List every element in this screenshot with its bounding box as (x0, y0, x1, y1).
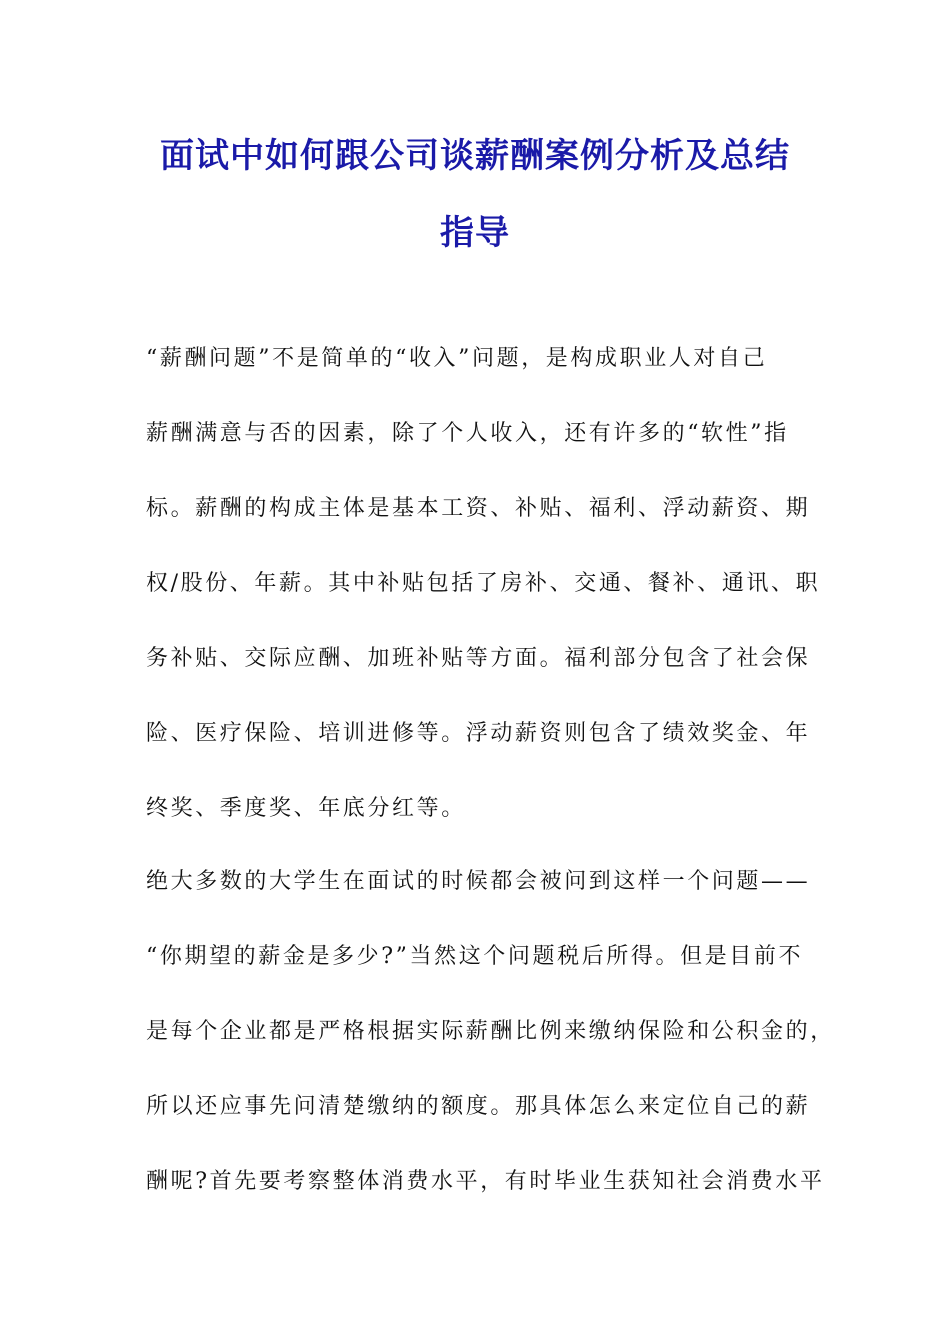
document-title-line-1: 面试中如何跟公司谈薪酬案例分析及总结 (160, 136, 790, 176)
body-line-5: 务补贴、交际应酬、加班补贴等方面。福利部分包含了社会保 (146, 646, 811, 671)
body-line-1: “薪酬问题”不是简单的“收入”问题，是构成职业人对自己 (146, 346, 768, 371)
body-line-2: 薪酬满意与否的因素，除了个人收入，还有许多的“软性”指 (146, 421, 789, 446)
body-line-10: 是每个企业都是严格根据实际薪酬比例来缴纳保险和公积金的， (146, 1019, 835, 1044)
body-line-11: 所以还应事先问清楚缴纳的额度。那具体怎么来定位自己的薪 (146, 1094, 811, 1119)
body-line-8: 绝大多数的大学生在面试的时候都会被问到这样一个问题—— (146, 869, 811, 894)
body-line-7: 终奖、季度奖、年底分红等。 (146, 796, 466, 821)
body-line-4: 权/股份、年薪。其中补贴包括了房补、交通、餐补、通讯、职 (146, 571, 821, 596)
body-line-3: 标。薪酬的构成主体是基本工资、补贴、福利、浮动薪资、期 (146, 496, 811, 521)
document-title-line-2: 指导 (440, 213, 510, 253)
body-line-6: 险、医疗保险、培训进修等。浮动薪资则包含了绩效奖金、年 (146, 721, 811, 746)
body-line-12: 酬呢?首先要考察整体消费水平，有时毕业生获知社会消费水平 (146, 1169, 825, 1194)
body-line-9: “你期望的薪金是多少?”当然这个问题税后所得。但是目前不 (146, 944, 804, 969)
